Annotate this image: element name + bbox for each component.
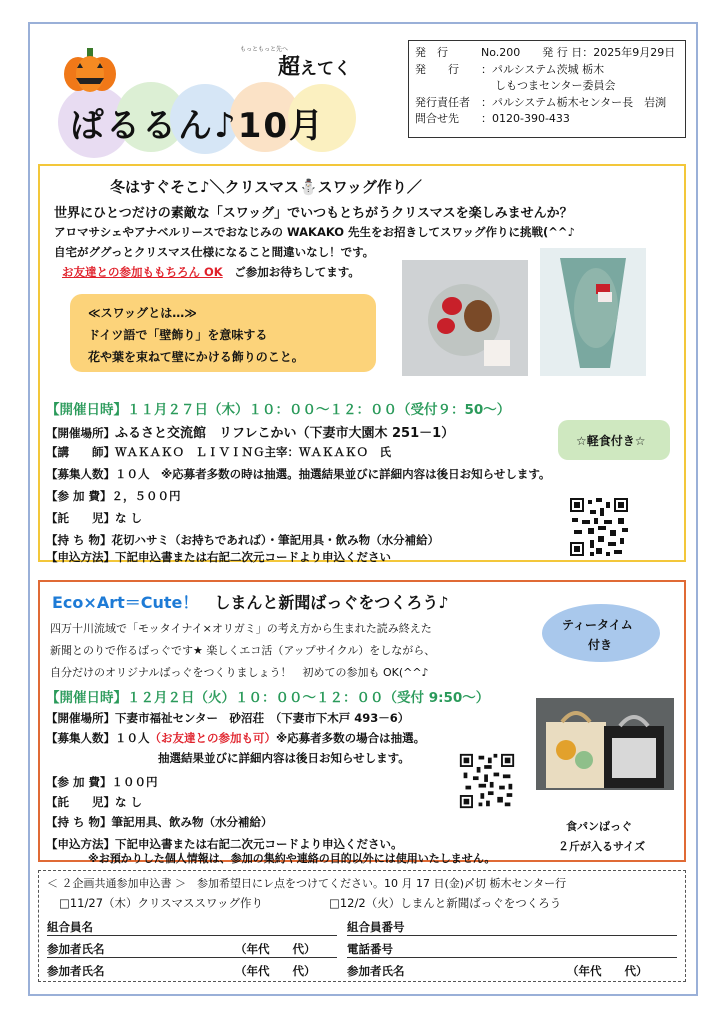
event-swag-section — [38, 164, 686, 562]
info-row — [415, 45, 679, 62]
qr-code-icon[interactable] — [458, 752, 516, 810]
swag-def-line1: ドイツ語で「壁飾り」を意味する — [88, 328, 268, 342]
event1-apply — [46, 549, 391, 565]
member-name-label: 組合員名 — [47, 920, 93, 934]
event1-child — [46, 510, 142, 526]
bring-key: 【持 ち 物】 — [46, 533, 112, 547]
swag-def-line2: 花や葉を束ねて壁にかける飾りのこと。 — [88, 350, 304, 364]
info-value: No.200 発 行 日：2025年9月29日 — [481, 46, 676, 59]
event1-fee — [46, 488, 181, 504]
fee-key: 【参 加 費】 — [46, 775, 112, 789]
event2-body2: 新聞とのりで作るばっぐです★ 楽しくエコ活（アップサイクル）をしながら、 — [50, 644, 436, 657]
application-form — [38, 870, 686, 982]
info-key — [415, 78, 495, 95]
info-row — [415, 78, 679, 95]
form-option-swag[interactable]: □11/27（木）クリスマススワッグ作り — [59, 896, 263, 910]
apply-key: 【申込方法】 — [46, 837, 115, 851]
info-key: 問合せ先 — [415, 112, 459, 125]
event-bag-section — [38, 580, 686, 862]
fee-value: １００円 — [111, 775, 158, 789]
member-no-label: 組合員番号 — [347, 920, 405, 934]
event2-fee — [46, 774, 158, 790]
swag-def-title: ≪スワッグとは…≫ — [88, 306, 197, 320]
count-friends: （お友達との参加も可） — [149, 731, 276, 745]
count-value: １０人 ※応募者多数の時は抽選。抽選結果並びに詳細内容は後日お知らせします。 — [115, 467, 551, 481]
bag-caption1: 食パンばっぐ — [566, 820, 632, 833]
child-value: な し — [115, 511, 143, 525]
privacy-notice: ※お預かりした個人情報は、参加の集約や連絡の目的以外には使用いたしません。 — [88, 852, 496, 865]
apply-value: 下記申込書または右記二次元コードより申込ください — [115, 550, 391, 564]
teatime-badge — [542, 604, 660, 662]
place-key: 【開催場所】 — [46, 426, 115, 440]
newspaper-bag-photo — [536, 698, 674, 790]
info-value: ：パルシステム栃木センター長 岩渕 — [481, 95, 667, 109]
event1-body2: 自宅がググっとクリスマス仕様になること間違いなし！です。 — [54, 245, 375, 259]
publication-info-box — [408, 40, 686, 138]
event2-headline — [52, 590, 449, 613]
info-row — [415, 111, 679, 128]
qr-code-icon[interactable] — [568, 496, 630, 558]
kokoete-rest: えてく — [300, 59, 352, 79]
teacher-value: ＷＡＫＡＫＯ ＬＩＶＩＮＧ主宰：ＷＡＫＡＫＯ 氏 — [115, 445, 391, 459]
member-no-field[interactable] — [347, 935, 677, 936]
swag-photo-1 — [402, 260, 528, 376]
child-key: 【託 児】 — [46, 511, 115, 525]
event1-date: 【開催日時】１１月２７日（木）１０：００～１２：００（受付９：50～） — [46, 402, 511, 418]
snack-badge — [558, 420, 670, 460]
waiting: ご参加お待ちしてます。 — [234, 265, 360, 279]
event1-teacher — [46, 444, 391, 460]
snack-text: ☆軽食付き☆ — [576, 434, 646, 448]
friends-ok: お友達との参加ももちろん OK — [62, 265, 223, 279]
form-option-bag[interactable]: □12/2（火）しまんと新聞ばっぐをつくろう — [329, 896, 562, 910]
place-key: 【開催場所】 — [46, 711, 115, 725]
phone-field[interactable] — [347, 957, 677, 958]
event1-bring — [46, 532, 439, 548]
phone-label: 電話番号 — [347, 942, 393, 956]
event2-bring — [46, 814, 273, 830]
child-key: 【託 児】 — [46, 795, 115, 809]
newsletter-page — [28, 22, 698, 996]
info-row — [415, 95, 679, 112]
info-value: ：0120-390-433 — [481, 112, 570, 125]
newspaper-bag-photo-art — [536, 698, 674, 790]
page-title: ぱるるん♪10月 — [70, 106, 326, 146]
member-name-field[interactable] — [47, 935, 337, 936]
event1-count — [46, 466, 550, 482]
fee-key: 【参 加 費】 — [46, 489, 112, 503]
bring-key: 【持 ち 物】 — [46, 815, 112, 829]
event2-child — [46, 794, 142, 810]
bring-value: 花切ハサミ（お持ちであれば）・筆記用具・飲み物（水分補給） — [111, 533, 440, 547]
event2-body1: 四万十川流域で「モッタイナイ×オリガミ」の考え方から生まれた読み終えた — [50, 622, 432, 635]
event2-body3: 自分だけのオリジナルばっぐをつくりましょう！ 初めての参加も OK(^^♪ — [50, 666, 429, 679]
fee-value: ２，５００円 — [111, 489, 181, 503]
event1-place — [46, 422, 454, 441]
header-kokoete — [278, 50, 351, 81]
count-lottery: ※応募者多数の場合は抽選。 — [276, 731, 426, 745]
info-row — [415, 62, 679, 79]
event2-count — [46, 730, 425, 746]
participant2-label: 参加者氏名 — [47, 964, 105, 978]
swag-photo-1-art — [402, 260, 528, 376]
event1-headline: 冬はすぐそこ♪＼クリスマス⛄スワッグ作り／ — [110, 178, 422, 196]
swag-definition-box — [70, 294, 376, 372]
count-key: 【募集人数】 — [46, 467, 115, 481]
swag-photo-2 — [540, 248, 646, 376]
apply-key: 【申込方法】 — [46, 550, 115, 564]
event1-lead: 世界にひとつだけの素敵な「スワッグ」でいつもとちがうクリスマスを楽しみませんか？ — [54, 206, 573, 221]
info-key: 発行責任者 — [415, 95, 470, 109]
event2-count-note: 抽選結果並びに詳細内容は後日お知らせします。 — [158, 751, 410, 765]
event2-place — [46, 710, 409, 726]
event1-friends-line — [62, 264, 360, 280]
child-value: な し — [115, 795, 143, 809]
count-key: 【募集人数】 — [46, 731, 115, 745]
apply-value: 下記申込書または右記二次元コードより申込ください。 — [115, 837, 403, 851]
teacher-key: 【講 師】 — [46, 445, 115, 459]
info-value: ：パルシステム茨城 栃木 — [481, 62, 605, 76]
bag-caption2: ２斤が入るサイズ — [558, 840, 646, 853]
info-key: 発 行 — [415, 46, 448, 59]
teatime-line1: ティータイム — [562, 618, 633, 632]
participant3-label: 参加者氏名 — [347, 964, 405, 978]
participant2-age: （年代 代） — [235, 964, 316, 978]
place-value: ふるさと交流館 リフレこかい（下妻市大園木 251－1） — [115, 426, 455, 441]
info-key: 発 行 — [415, 62, 459, 76]
event2-date: 【開催日時】１２月２日（火）１０：００～１２：００（受付 9:50～） — [46, 690, 490, 706]
count-value: １０人 — [115, 731, 150, 745]
participant1-field[interactable] — [47, 957, 337, 958]
pumpkin-icon — [60, 46, 120, 94]
place-value: 下妻市福祉センター 砂沼荘 （下妻市下木戸 493－6） — [115, 711, 410, 725]
event2-headline-left: Eco×Art＝Cute！ — [52, 593, 199, 612]
event2-headline-right: しまんと新聞ばっぐをつくろう♪ — [214, 593, 449, 612]
kokoete-kanji: 超 — [278, 55, 301, 80]
info-value: しもつまセンター委員会 — [495, 79, 616, 92]
teatime-line2: 付き — [588, 638, 613, 652]
participant1-age: （年代 代） — [235, 942, 316, 956]
swag-photo-2-art — [540, 248, 646, 376]
participant3-age: （年代 代） — [567, 964, 648, 978]
header-tagline: もっともっと先へ — [240, 46, 289, 53]
participant1-label: 参加者氏名 — [47, 942, 105, 956]
form-instructions: ＜ ２企画共通参加申込書 ＞ 参加希望日にレ点をつけてください。10 月 17 日(金)〆切 栃木センター行 — [47, 877, 567, 890]
bring-value: 筆記用具、飲み物（水分補給） — [111, 815, 273, 829]
event1-body1: アロマサシェやアナベルリースでおなじみの WAKAKO 先生をお招きしてスワッグ作りに挑戦(^^♪ — [54, 225, 575, 239]
